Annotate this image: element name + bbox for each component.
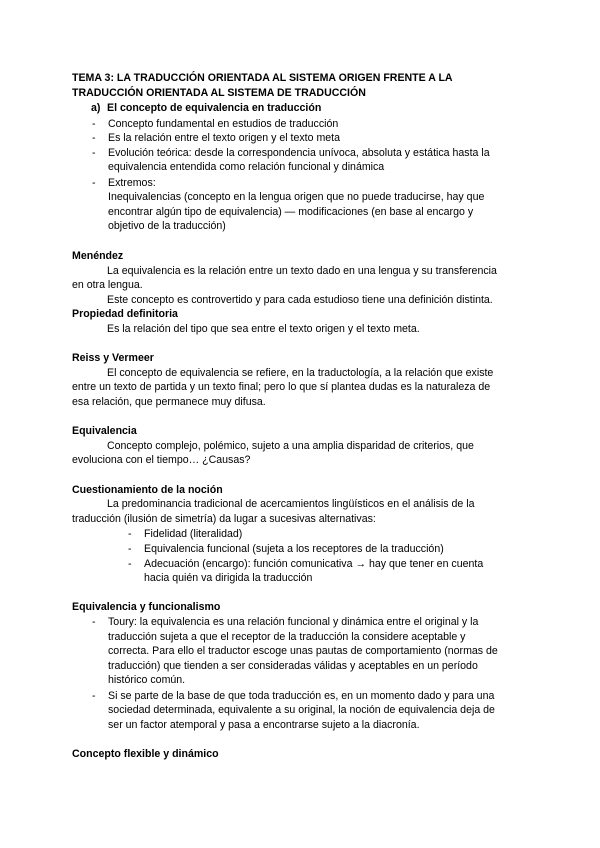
section-a-heading: El concepto de equivalencia en traducción <box>107 102 322 114</box>
title-line-2: TRADUCCIÓN ORIENTADA AL SISTEMA DE TRADUCCIÓN <box>72 87 366 99</box>
equivalencia-line: Concepto complejo, polémico, sujeto a una amplia disparidad de criterios, que <box>107 440 474 452</box>
propiedad-heading: Propiedad definitoria <box>72 308 178 320</box>
section-a-bullet: Extremos: <box>108 177 156 189</box>
cuestionamiento-heading: Cuestionamiento de la noción <box>72 484 223 496</box>
section-a-marker: a) <box>91 102 101 114</box>
reiss-line: esa relación, que permanece muy difusa. <box>72 396 266 408</box>
cuestionamiento-bullet: Fidelidad (literalidad) <box>144 528 243 540</box>
cuestionamiento-bullet: Equivalencia funcional (sujeta a los receptores de la traducción) <box>144 543 444 555</box>
menendez-line: La equivalencia es la relación entre un texto dado en una lengua y su transferencia <box>107 265 497 277</box>
reiss-heading: Reiss y Vermeer <box>72 352 154 364</box>
reiss-line: entre un texto de partida y un texto final; pero lo que sí plantea dudas es la naturaleza de <box>72 381 491 393</box>
reiss-line: El concepto de equivalencia se refiere, en la traductología, a la relación que existe <box>107 367 494 379</box>
section-a-bullet-cont: equivalencia entendida como relación funcional y dinámica <box>108 161 385 173</box>
bullet-dash: - <box>128 528 132 540</box>
funcionalismo-bullet-cont: traducción) que tienden a ser consideradas válidas y aceptables en un período <box>108 660 478 672</box>
menendez-line: Este concepto es controvertido y para cada estudioso tiene una definición distinta. <box>107 294 493 306</box>
bullet-dash: - <box>92 147 96 159</box>
cuestionamiento-line: La predominancia tradicional de acercamientos lingüísticos en el análisis de la <box>107 498 475 510</box>
cuestionamiento-bullet: Adecuación (encargo): función comunicativa → hay que tener en cuenta <box>144 558 484 570</box>
equivalencia-heading: Equivalencia <box>72 425 137 437</box>
funcionalismo-bullet-cont: histórico común. <box>108 674 186 686</box>
bullet-dash: - <box>92 118 96 130</box>
equivalencia-line: evoluciona con el tiempo… ¿Causas? <box>72 454 251 466</box>
menendez-line: en otra lengua. <box>72 279 143 291</box>
bullet-dash: - <box>92 132 96 144</box>
section-a-bullet-cont: Inequivalencias (concepto en la lengua origen que no puede traducirse, hay que <box>108 191 485 203</box>
bullet-dash: - <box>92 690 96 702</box>
section-a-bullet-cont: objetivo de la traducción) <box>108 220 226 232</box>
bullet-dash: - <box>92 177 96 189</box>
menendez-heading: Menéndez <box>72 250 124 262</box>
section-a-bullet: Concepto fundamental en estudios de traducción <box>108 118 339 130</box>
cuestionamiento-bullet-cont: hacia quién va dirigida la traducción <box>144 572 313 584</box>
funcionalismo-bullet-cont: sociedad determinada, equivalente a su original, la noción de equivalencia deja de <box>108 704 495 716</box>
section-a-bullet: Evolución teórica: desde la correspondencia unívoca, absoluta y estática hasta la <box>108 147 490 159</box>
bullet-dash: - <box>128 543 132 555</box>
cuestionamiento-line: traducción (ilusión de simetría) da lugar a sucesivas alternativas: <box>72 513 376 525</box>
funcionalismo-bullet: Toury: la equivalencia es una relación funcional y dinámica entre el original y la <box>108 616 479 628</box>
funcionalismo-bullet-cont: traducción sujeta a que el receptor de la traducción la considere aceptable y <box>108 631 466 643</box>
flexible-heading: Concepto flexible y dinámico <box>72 748 219 760</box>
funcionalismo-bullet-cont: correcta. Para ello el traductor escoge unas pautas de comportamiento (normas de <box>108 645 498 657</box>
section-a-bullet-cont: encontrar algún tipo de equivalencia) — modificaciones (en base al encargo y <box>108 206 474 218</box>
title-line-1: TEMA 3: LA TRADUCCIÓN ORIENTADA AL SISTEMA ORIGEN FRENTE A LA <box>72 72 453 84</box>
propiedad-line: Es la relación del tipo que sea entre el texto origen y el texto meta. <box>107 323 420 335</box>
funcionalismo-bullet: Si se parte de la base de que toda traducción es, en un momento dado y para una <box>108 690 495 702</box>
funcionalismo-bullet-cont: ser un factor atemporal y pasa a encontrarse sujeto a la diacronía. <box>108 719 420 731</box>
bullet-dash: - <box>128 558 132 570</box>
funcionalismo-heading: Equivalencia y funcionalismo <box>72 601 221 613</box>
section-a-bullet: Es la relación entre el texto origen y el texto meta <box>108 132 341 144</box>
bullet-dash: - <box>92 616 96 628</box>
